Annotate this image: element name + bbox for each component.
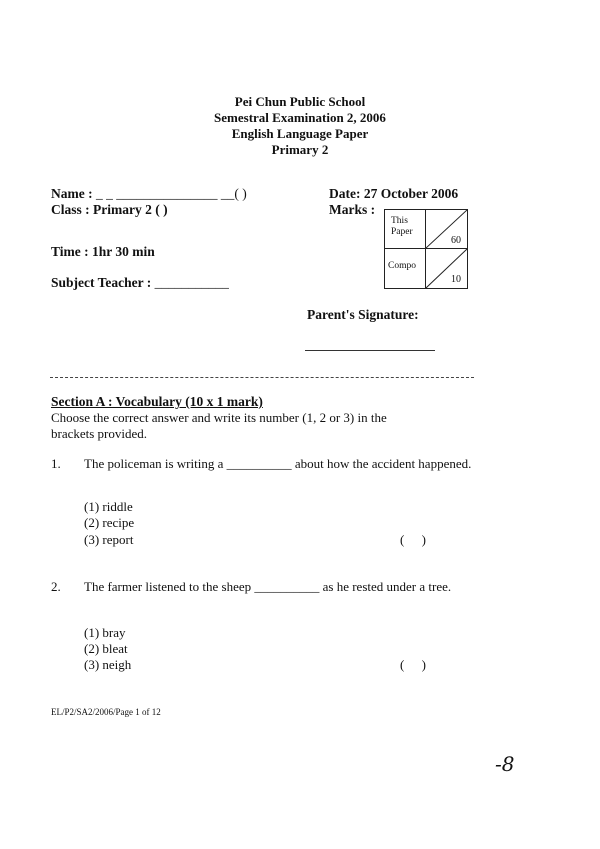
marks-label: Marks : xyxy=(329,202,376,217)
question-text: The farmer listened to the sheep __________ as he rested under a tree. xyxy=(84,579,452,594)
section-instructions: Choose the correct answer and write its number (1, 2 or 3) in the brackets provided. xyxy=(51,410,387,441)
question-number: 1. xyxy=(51,456,61,471)
option-item: (3) neigh xyxy=(84,657,132,672)
option-item: (1) bray xyxy=(84,625,126,640)
handwritten-mark: -8 xyxy=(495,752,515,776)
section-divider xyxy=(50,377,474,378)
marks-box xyxy=(384,209,468,289)
exam-title: Semestral Examination 2, 2006 xyxy=(214,110,386,125)
option-item: (2) bleat xyxy=(84,641,128,656)
section-title: Section A : Vocabulary (10 x 1 mark) xyxy=(51,394,263,409)
question-text: The policeman is writing a __________ about how the accident happened. xyxy=(84,456,472,471)
marks-row-compo-label: Compo xyxy=(385,249,426,288)
compo-total: 10 xyxy=(451,274,461,285)
paper-title: English Language Paper xyxy=(231,126,369,141)
name-label: Name : _ _ _______________ __( ) xyxy=(51,186,247,201)
option-item: (3) report xyxy=(84,532,134,547)
time-label: Time : 1hr 30 min xyxy=(51,244,155,259)
marks-row-compo xyxy=(385,249,467,288)
name-blank: _ _ _______________ __( ) xyxy=(95,186,247,201)
parent-signature-label: Parent's Signature: xyxy=(307,307,419,322)
teacher-blank: ___________ xyxy=(154,275,229,290)
signature-line xyxy=(305,350,435,351)
class-label: Class : Primary 2 ( ) xyxy=(51,202,168,217)
option-item: (2) recipe xyxy=(84,515,135,530)
level-title: Primary 2 xyxy=(271,142,329,157)
answer-bracket: ( ) xyxy=(400,657,426,672)
marks-row-paper-label: This Paper xyxy=(385,210,426,249)
question-number: 2. xyxy=(51,579,61,594)
option-item: (1) riddle xyxy=(84,499,133,514)
answer-bracket: ( ) xyxy=(400,532,426,547)
school-name: Pei Chun Public School xyxy=(234,94,366,109)
paper-total: 60 xyxy=(451,235,461,246)
marks-row-paper xyxy=(385,210,467,249)
page-code: EL/P2/SA2/2006/Page 1 of 12 xyxy=(51,707,161,717)
exam-date: Date: 27 October 2006 xyxy=(329,186,459,201)
teacher-label: Subject Teacher : ___________ xyxy=(51,275,229,290)
